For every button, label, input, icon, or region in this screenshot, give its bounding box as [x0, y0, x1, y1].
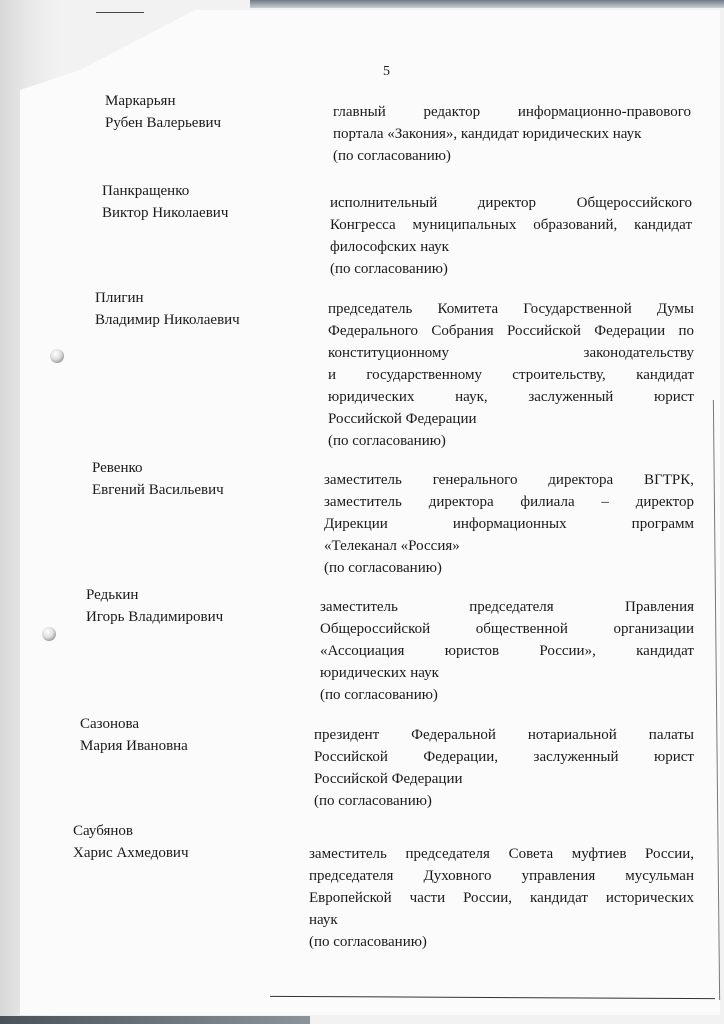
position-line: председатель Комитета Государственной Думы: [328, 301, 694, 317]
position-line: юридических наук: [320, 665, 439, 681]
position-line: Дирекции информационных программ: [324, 516, 694, 532]
list-item: [92, 457, 224, 501]
person-surname: Маркарьян: [105, 93, 176, 109]
person-given-names: Харис Ахмедович: [73, 845, 189, 861]
approval-note: (по согласованию): [328, 433, 446, 449]
approval-note: (по согласованию): [330, 261, 448, 277]
position-line: наук: [309, 912, 338, 928]
position-line: главный редактор информационно-правового: [333, 104, 691, 120]
position-line: юридических наук, заслуженный юрист: [328, 389, 694, 405]
approval-note: (по согласованию): [314, 793, 432, 809]
position-line: «Ассоциация юристов России», кандидат: [320, 643, 694, 659]
position-line: и государственному строительству, кандидат: [328, 367, 694, 383]
position-line: Российской Федерации: [328, 411, 477, 427]
person-surname: Редькин: [86, 587, 139, 603]
person-position: [314, 724, 694, 812]
page-number: 5: [383, 64, 390, 79]
approval-note: (по согласованию): [333, 148, 451, 164]
position-line: конституционному законодательству: [328, 345, 694, 361]
position-line: портала «Закония», кандидат юридических наук: [333, 126, 642, 142]
list-item: [105, 90, 221, 134]
position-line: «Телеканал «Россия»: [324, 538, 460, 554]
person-given-names: Евгений Васильевич: [92, 482, 224, 498]
person-given-names: Рубен Валерьевич: [105, 115, 222, 131]
person-surname: Панкращенко: [102, 183, 190, 199]
person-given-names: Виктор Николаевич: [102, 205, 229, 221]
person-surname: Ревенко: [92, 460, 143, 476]
position-line: заместитель председателя Совета муфтиев России,: [309, 846, 694, 862]
scan-bottom-edge: [0, 1016, 310, 1024]
position-line: Российской Федерации, заслуженный юрист: [314, 749, 694, 765]
person-surname: Плигин: [95, 290, 144, 306]
position-line: председателя Духовного управления мусульман: [309, 868, 694, 884]
list-item: [73, 820, 189, 864]
position-line: Российской Федерации: [314, 771, 463, 787]
list-item: [102, 180, 228, 224]
position-line: Европейской части России, кандидат исторических: [309, 890, 694, 906]
punch-hole-icon: [50, 349, 64, 363]
list-item: [80, 713, 188, 757]
position-line: Общероссийской общественной организации: [320, 621, 694, 637]
list-item: [86, 584, 223, 628]
approval-note: (по согласованию): [309, 934, 427, 950]
position-line: заместитель генерального директора ВГТРК,: [324, 472, 694, 488]
person-position: [324, 469, 694, 579]
position-line: Конгресса муниципальных образований, кандидат: [330, 217, 692, 233]
person-position: [320, 596, 694, 706]
position-line: заместитель директора филиала – директор: [324, 494, 694, 510]
position-line: заместитель председателя Правления: [320, 599, 694, 615]
scan-top-edge: [250, 0, 724, 8]
person-position: [328, 298, 694, 452]
person-given-names: Владимир Николаевич: [95, 312, 240, 328]
person-surname: Саубянов: [73, 823, 133, 839]
person-position: [309, 843, 694, 953]
person-given-names: Мария Ивановна: [80, 738, 188, 754]
position-line: исполнительный директор Общероссийского: [330, 195, 692, 211]
list-item: [95, 287, 240, 331]
approval-note: (по согласованию): [320, 687, 438, 703]
approval-note: (по согласованию): [324, 560, 442, 576]
punch-hole-icon: [42, 627, 56, 641]
position-line: философских наук: [330, 239, 449, 255]
person-position: [330, 192, 692, 280]
top-rule: [96, 12, 144, 13]
position-line: президент Федеральной нотариальной палаты: [314, 727, 694, 743]
person-given-names: Игорь Владимирович: [86, 609, 224, 625]
person-position: [333, 101, 691, 167]
position-line: Федерального Собрания Российской Федерации по: [328, 323, 694, 339]
person-surname: Сазонова: [80, 716, 140, 732]
